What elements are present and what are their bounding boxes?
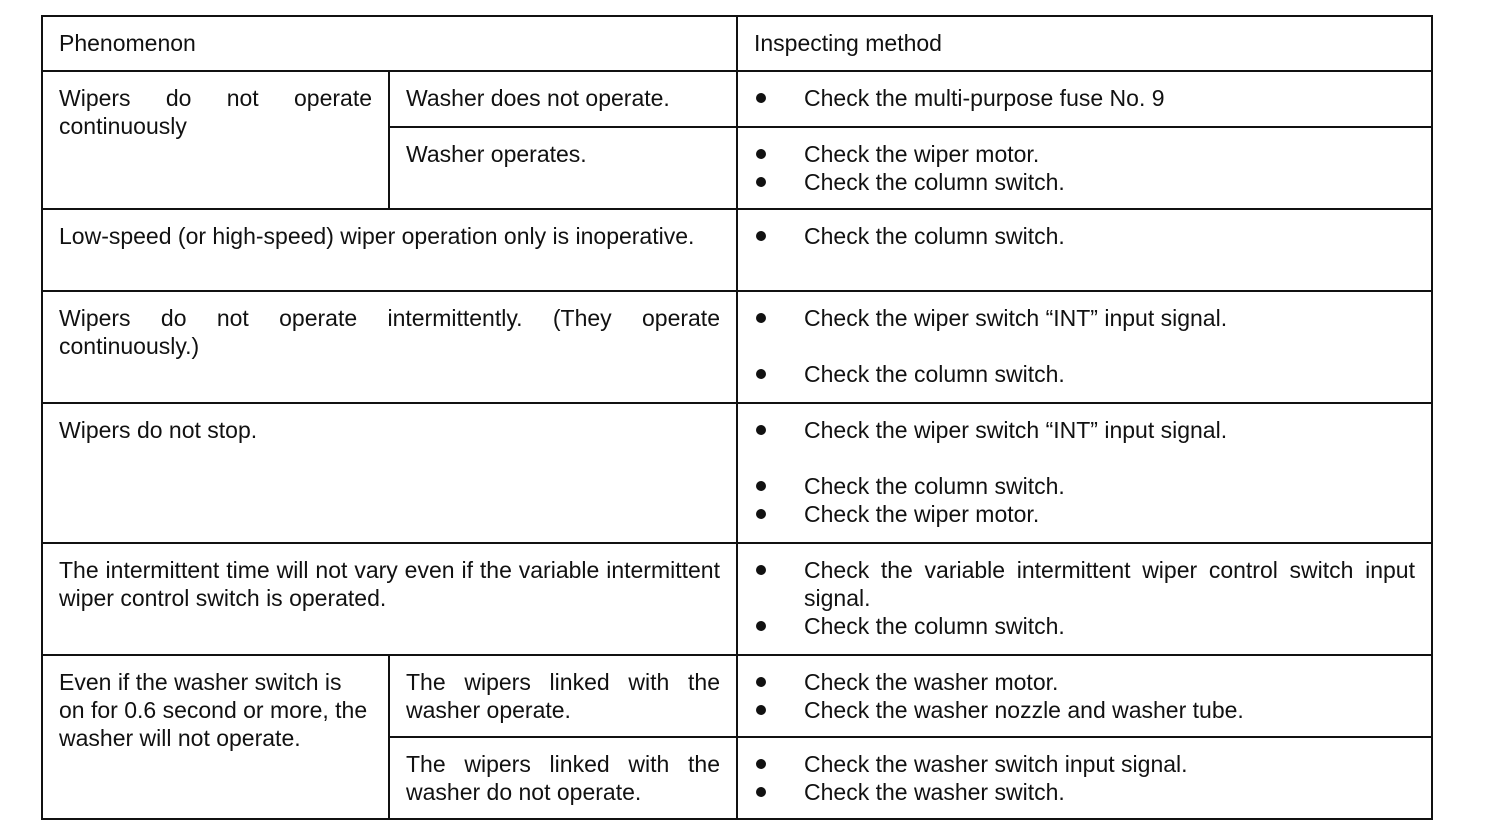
check-item	[754, 556, 1415, 612]
check-text: Check the column switch.	[804, 361, 1065, 387]
check-text: Check the variable intermittent wiper control switch input signal.	[804, 557, 1415, 611]
bullet-icon	[756, 787, 766, 797]
bullet-icon	[756, 425, 766, 435]
check-item	[754, 140, 1415, 168]
bullet-icon	[756, 565, 766, 575]
bullet-icon	[756, 313, 766, 323]
inspecting-method-cell	[737, 403, 1432, 543]
bullet-icon	[756, 705, 766, 715]
check-text: Check the column switch.	[804, 223, 1065, 249]
check-item	[754, 750, 1415, 778]
check-item	[754, 612, 1415, 640]
check-item	[754, 360, 1415, 388]
phenomenon-cell: Low-speed (or high-speed) wiper operation only is inoperative.	[42, 209, 737, 291]
check-text: Check the washer motor.	[804, 669, 1059, 695]
check-text: Check the multi-purpose fuse No. 9	[804, 85, 1165, 111]
inspecting-method-cell	[737, 71, 1432, 127]
table-row	[42, 209, 1432, 291]
condition-cell: The wipers linked with the washer do not operate.	[389, 737, 737, 819]
check-text: Check the washer switch input signal.	[804, 751, 1188, 777]
check-item	[754, 222, 1415, 250]
bullet-icon	[756, 677, 766, 687]
table-row	[42, 655, 1432, 737]
bullet-icon	[756, 177, 766, 187]
check-text: Check the column switch.	[804, 613, 1065, 639]
phenomenon-cell: Wipers do not stop.	[42, 403, 737, 543]
bullet-icon	[756, 759, 766, 769]
header-phenomenon: Phenomenon	[42, 16, 737, 71]
condition-cell: Washer does not operate.	[389, 71, 737, 127]
phenomenon-cell: Wipers do not operate continuously	[42, 71, 389, 209]
check-text: Check the washer switch.	[804, 779, 1065, 805]
phenomenon-cell: Wipers do not operate intermittently. (They operate continuously.)	[42, 291, 737, 403]
inspecting-method-cell	[737, 655, 1432, 737]
check-text: Check the wiper motor.	[804, 141, 1040, 167]
bullet-icon	[756, 93, 766, 103]
bullet-icon	[756, 509, 766, 519]
check-item	[754, 168, 1415, 196]
condition-cell: The wipers linked with the washer operate.	[389, 655, 737, 737]
condition-cell: Washer operates.	[389, 127, 737, 209]
check-text: Check the wiper switch “INT” input signal.	[804, 417, 1228, 443]
troubleshooting-table	[41, 15, 1433, 820]
check-item	[754, 84, 1415, 112]
bullet-icon	[756, 231, 766, 241]
bullet-icon	[756, 481, 766, 491]
check-item	[754, 778, 1415, 806]
check-item	[754, 472, 1415, 500]
check-item	[754, 304, 1415, 332]
check-text: Check the wiper motor.	[804, 501, 1040, 527]
check-item	[754, 500, 1415, 528]
check-item	[754, 668, 1415, 696]
bullet-icon	[756, 621, 766, 631]
bullet-icon	[756, 369, 766, 379]
inspecting-method-cell	[737, 291, 1432, 403]
check-text: Check the washer nozzle and washer tube.	[804, 697, 1244, 723]
bullet-icon	[756, 149, 766, 159]
check-item	[754, 416, 1415, 444]
header-inspecting-method: Inspecting method	[737, 16, 1432, 71]
table-row	[42, 71, 1432, 127]
table-row	[42, 403, 1432, 543]
troubleshooting-page	[41, 15, 1431, 818]
table-header-row	[42, 16, 1432, 71]
table-row	[42, 543, 1432, 655]
check-text: Check the column switch.	[804, 473, 1065, 499]
inspecting-method-cell	[737, 543, 1432, 655]
check-text: Check the wiper switch “INT” input signal.	[804, 305, 1228, 331]
inspecting-method-cell	[737, 209, 1432, 291]
phenomenon-cell: Even if the washer switch is on for 0.6 second or more, the washer will not operate.	[42, 655, 389, 819]
inspecting-method-cell	[737, 737, 1432, 819]
table-row	[42, 291, 1432, 403]
phenomenon-cell: The intermittent time will not vary even if the variable intermittent wiper control switch is operated.	[42, 543, 737, 655]
inspecting-method-cell	[737, 127, 1432, 209]
check-item	[754, 696, 1415, 724]
check-text: Check the column switch.	[804, 169, 1065, 195]
